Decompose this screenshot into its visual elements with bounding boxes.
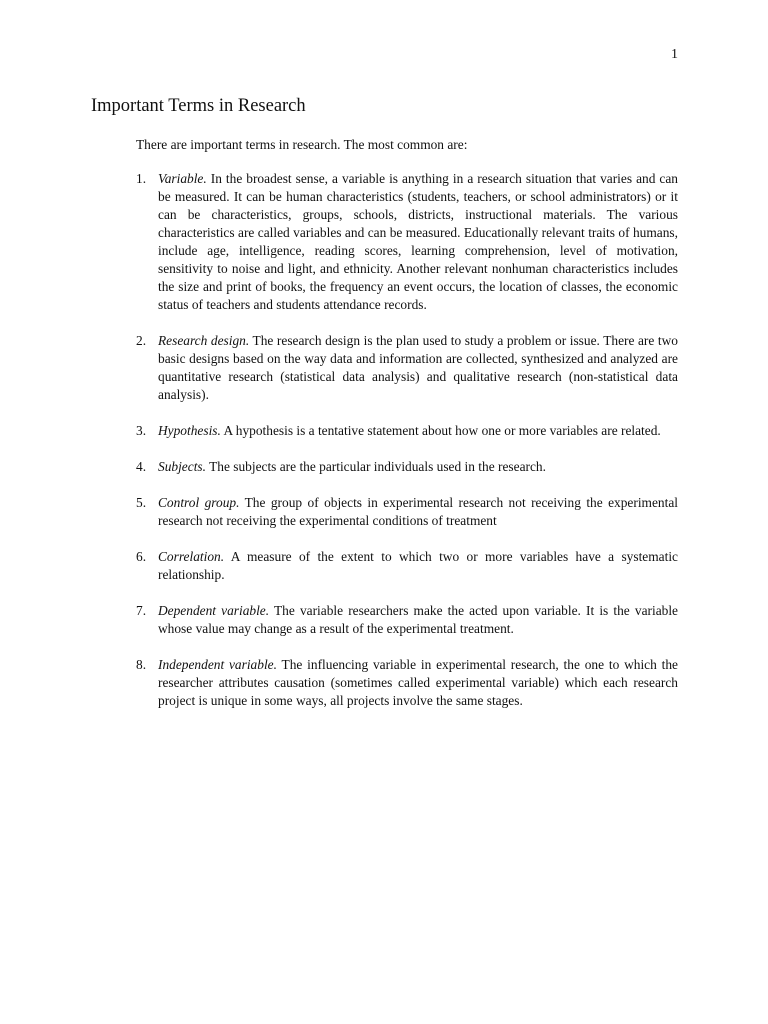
term-item: [136, 548, 678, 584]
term-definition: The subjects are the particular individuals used in the research.: [205, 459, 546, 474]
document-title: Important Terms in Research: [91, 96, 306, 116]
term-name: Correlation.: [158, 549, 225, 564]
term-item: [136, 494, 678, 530]
term-number: 4.: [136, 459, 147, 474]
term-definition: A measure of the extent to which two or more variables have a systematic relationship.: [158, 549, 678, 582]
term-number: 3.: [136, 423, 147, 438]
term-item: [136, 170, 678, 314]
term-name: Independent variable.: [158, 657, 277, 672]
term-item: [136, 332, 678, 404]
term-number: 1.: [136, 171, 147, 186]
term-name: Control group.: [158, 495, 240, 510]
term-name: Research design.: [158, 333, 250, 348]
term-number: 7.: [136, 603, 147, 618]
page-number: 1: [671, 47, 678, 62]
term-item: [136, 656, 678, 710]
term-definition: The variable researchers make the acted upon variable. It is the variable whose value may change as a result of the experimental treatment.: [158, 603, 678, 636]
term-item: [136, 602, 678, 638]
term-number: 8.: [136, 657, 147, 672]
term-name: Variable.: [158, 171, 207, 186]
term-definition: In the broadest sense, a variable is anything in a research situation that varies and can be measured. It can be human characteristics (students, teachers, or school administrators) or it can be characteristics, groups, schools, districts, instructional materials. The various characteristics are called variables and can be measured. Educationally relevant traits of humans, include age, intelligence, reading scores, learning comprehension, level of motivation, sensitivity to noise and light, and ethnicity. Another relevant nonhuman characteristics includes the size and print of books, the frequency an event occurs, the location of classes, the economic status of teachers and students attendance records.: [158, 171, 678, 312]
term-definition: The research design is the plan used to study a problem or issue. There are two basic designs based on the way data and information are collected, synthesized and analyzed are quantitative research (statistical data analysis) and qualitative research (non-statistical data analysis).: [158, 333, 678, 402]
term-name: Hypothesis.: [158, 423, 221, 438]
term-definition: A hypothesis is a tentative statement about how one or more variables are related.: [220, 423, 661, 438]
term-name: Dependent variable.: [158, 603, 270, 618]
terms-list: [136, 170, 678, 728]
term-number: 6.: [136, 549, 147, 564]
term-item: [136, 458, 678, 476]
term-number: 2.: [136, 333, 147, 348]
term-name: Subjects.: [158, 459, 206, 474]
term-definition: The group of objects in experimental research not receiving the experimental research not receiving the experimental conditions of treatment: [158, 495, 678, 528]
term-definition: The influencing variable in experimental research, the one to which the researcher attributes causation (sometimes called experimental variable) which each research project is unique in some ways, all projects involve the same stages.: [158, 657, 678, 708]
term-item: [136, 422, 678, 440]
term-number: 5.: [136, 495, 147, 510]
intro-paragraph: There are important terms in research. The most common are:: [136, 137, 468, 152]
